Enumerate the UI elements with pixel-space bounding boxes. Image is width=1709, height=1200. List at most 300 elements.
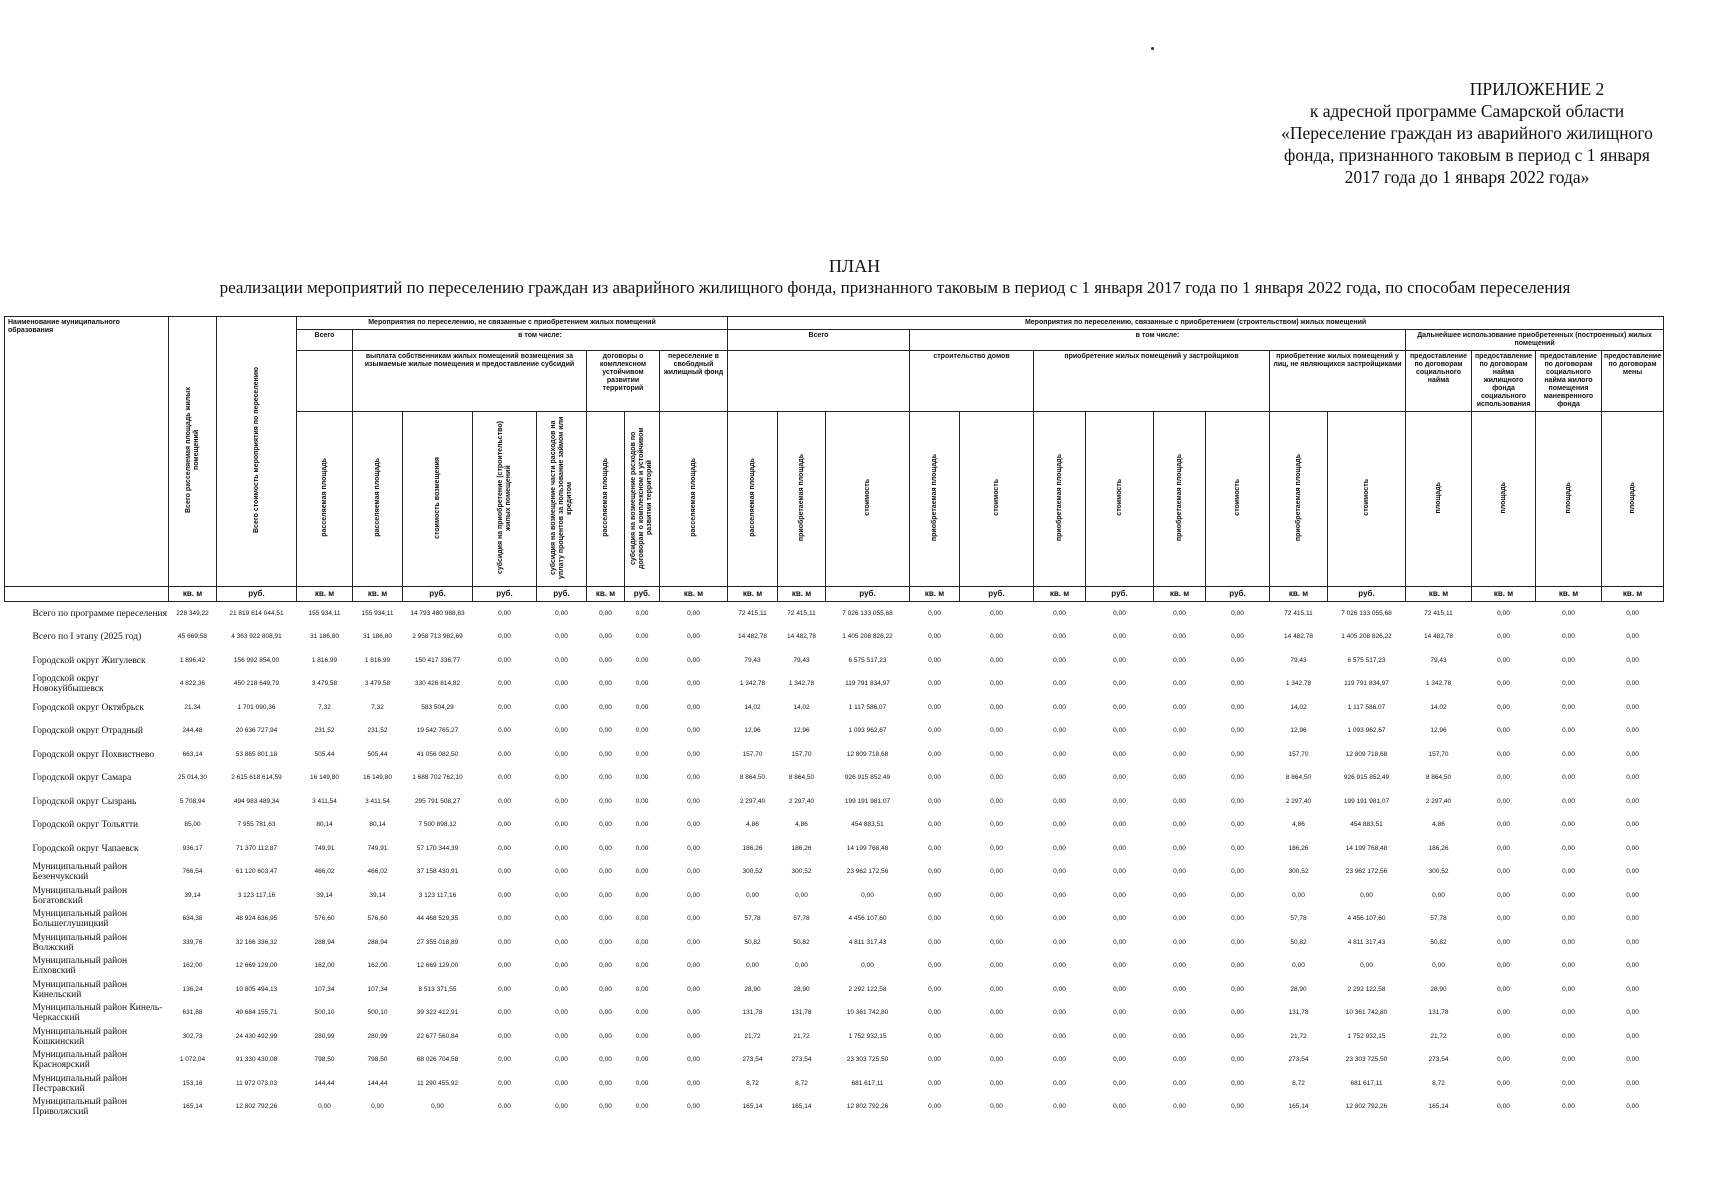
table-row <box>5 908 1664 932</box>
table-cell: 14,02 <box>1430 703 1447 711</box>
table-cell: 8,72 <box>1432 1079 1445 1087</box>
table-cell: 0,00 <box>1231 680 1244 688</box>
table-cell: 0,00 <box>555 1056 568 1064</box>
header-total-cost: Всего стоимость мероприятия по переселению <box>217 317 297 587</box>
table-cell: 0,00 <box>1053 891 1066 899</box>
table-cell: 20 636 727,94 <box>235 727 278 735</box>
unit-cell: кв. м <box>728 587 778 602</box>
table-cell: 39 322 412,91 <box>416 1009 459 1017</box>
table-cell: 72 415,11 <box>787 609 816 617</box>
table-cell: 0,00 <box>1113 703 1126 711</box>
table-cell: 0,00 <box>990 609 1003 617</box>
row-name: Городской округ Отрадный <box>32 726 144 737</box>
table-cell: 0,00 <box>687 633 700 641</box>
col-acquired-area: приобретаемая площадь <box>1154 412 1206 587</box>
table-cell: 131,78 <box>1428 1009 1449 1017</box>
table-cell: 576,60 <box>367 915 388 923</box>
table-cell: 0,00 <box>599 985 612 993</box>
table-cell: 0,00 <box>635 1056 649 1064</box>
table-cell: 0,00 <box>1231 703 1244 711</box>
table-cell: 0,00 <box>1231 1009 1244 1017</box>
table-cell: 157,70 <box>742 750 763 758</box>
appendix-block <box>1247 78 1687 188</box>
table-cell: 107,34 <box>314 985 335 993</box>
table-cell: 0,00 <box>635 633 649 641</box>
table-cell: 61 120 603,47 <box>235 868 278 876</box>
table-cell: 0,00 <box>1626 1079 1639 1087</box>
row-name: Городской округ Жигулевск <box>32 655 146 666</box>
unit-cell: кв. м <box>353 587 403 602</box>
table-cell: 165,14 <box>742 1103 763 1111</box>
header-spacer <box>297 351 353 412</box>
row-name: Городской округ Тольятти <box>32 820 139 831</box>
table-cell: 0,00 <box>1626 1056 1639 1064</box>
table-cell: 0,00 <box>318 1103 331 1111</box>
table-cell: 57,78 <box>1290 915 1307 923</box>
table-cell: 8 864,50 <box>1285 774 1312 782</box>
col-resettled-area: расселяемая площадь <box>353 412 403 587</box>
table-cell: 0,00 <box>498 609 511 617</box>
table-cell: 0,00 <box>990 797 1003 805</box>
table-cell: 157,70 <box>791 750 812 758</box>
table-cell: 0,00 <box>1626 891 1639 899</box>
table-cell: 0,00 <box>599 703 612 711</box>
header-developer: приобретение жилых помещений у застройщиков <box>1034 351 1270 412</box>
table-cell: 157,70 <box>1288 750 1309 758</box>
table-cell: 0,00 <box>928 609 941 617</box>
table-cell: 0,00 <box>635 891 649 899</box>
table-cell: 0,00 <box>990 703 1003 711</box>
table-cell: 0,00 <box>635 656 649 664</box>
table-cell: 12,96 <box>1290 727 1307 735</box>
table-cell: 0,00 <box>599 915 612 923</box>
table-cell: 0,00 <box>599 891 612 899</box>
table-cell: 0,00 <box>990 1009 1003 1017</box>
table-cell: 0,00 <box>1360 891 1373 899</box>
table-cell: 494 983 489,34 <box>233 797 280 805</box>
table-cell: 7,32 <box>371 703 384 711</box>
table-cell: 72 415,11 <box>738 609 767 617</box>
table-cell: 0,00 <box>1626 727 1639 735</box>
table-cell: 0,00 <box>1173 1079 1186 1087</box>
table-cell: 0,00 <box>1360 962 1373 970</box>
table-cell: 0,00 <box>498 962 511 970</box>
table-cell: 0,00 <box>1497 633 1510 641</box>
table-cell: 0,00 <box>1562 633 1575 641</box>
table-cell: 0,00 <box>1053 938 1066 946</box>
table-cell: 57,78 <box>744 915 761 923</box>
table-cell: 0,00 <box>928 915 941 923</box>
table-cell: 0,00 <box>1562 891 1575 899</box>
table-cell: 11 972 073,03 <box>235 1079 278 1087</box>
table-cell: 1 117 586,07 <box>848 703 887 711</box>
table-cell: 0,00 <box>555 609 568 617</box>
unit-cell: руб. <box>625 587 660 602</box>
table-cell: 23 962 172,56 <box>1345 868 1388 876</box>
table-cell: 0,00 <box>1562 985 1575 993</box>
table-cell: 50,82 <box>744 938 761 946</box>
table-cell: 0,00 <box>928 797 941 805</box>
table-cell: 0,00 <box>1173 1103 1186 1111</box>
table-cell: 0,00 <box>1173 703 1186 711</box>
table-cell: 0,00 <box>928 1056 941 1064</box>
unit-cell: кв. м <box>778 587 826 602</box>
table-cell: 14 482,78 <box>1284 633 1313 641</box>
table-cell: 244,48 <box>182 727 203 735</box>
table-cell: 186,26 <box>1428 844 1449 852</box>
table-cell: 12 809 718,68 <box>846 750 889 758</box>
table-cell: 0,00 <box>498 868 511 876</box>
table-cell: 0,00 <box>928 1103 941 1111</box>
table-cell: 162,00 <box>367 962 388 970</box>
plan-subtitle: реализации мероприятий по переселению граждан из аварийного жилищного фонда, признанного таковым в период с 1 января 2017 года по 1 января 2022 года, по способам переселения <box>219 278 1571 297</box>
units-spacer <box>5 587 169 602</box>
header-including-1: в том числе: <box>353 330 728 351</box>
table-cell: 0,00 <box>1053 727 1066 735</box>
table-cell: 14 199 768,48 <box>1345 844 1388 852</box>
table-cell: 2 958 713 982,69 <box>412 633 463 641</box>
table-cell: 231,52 <box>314 727 335 735</box>
table-cell: 0,00 <box>498 1103 511 1111</box>
table-cell: 72 415,11 <box>1424 609 1453 617</box>
table-cell: 0,00 <box>498 727 511 735</box>
table-cell: 500,10 <box>367 1009 388 1017</box>
table-cell: 156 992 854,00 <box>233 656 280 664</box>
table-cell: 0,00 <box>1562 844 1575 852</box>
table-cell: 0,00 <box>1562 1032 1575 1040</box>
table-cell: 0,00 <box>599 609 612 617</box>
table-cell: 4 811 317,43 <box>1347 938 1386 946</box>
col-cost: стоимость <box>1086 412 1154 587</box>
table-cell: 12,96 <box>1430 727 1447 735</box>
table-row <box>5 1072 1664 1096</box>
table-cell: 165,14 <box>182 1103 203 1111</box>
table-cell: 0,00 <box>1497 797 1510 805</box>
table-cell: 0,00 <box>1562 750 1575 758</box>
table-cell: 68 026 704,58 <box>416 1056 459 1064</box>
header-total-2: Всего <box>728 330 910 351</box>
table-cell: 300,52 <box>742 868 763 876</box>
table-cell: 8,72 <box>1292 1079 1305 1087</box>
table-cell: 0,00 <box>599 656 612 664</box>
table-cell: 0,00 <box>1626 750 1639 758</box>
table-cell: 0,00 <box>1173 844 1186 852</box>
table-cell: 0,00 <box>928 680 941 688</box>
table-cell: 0,00 <box>1113 1056 1126 1064</box>
row-name: Городской округ Сызрань <box>32 796 137 807</box>
table-row <box>5 1049 1664 1073</box>
table-cell: 0,00 <box>599 680 612 688</box>
table-cell: 23 303 725,50 <box>1345 1056 1388 1064</box>
table-cell: 14 482,78 <box>1424 633 1453 641</box>
table-row <box>5 790 1664 814</box>
table-cell: 0,00 <box>1053 774 1066 782</box>
table-cell: 0,00 <box>1497 1056 1510 1064</box>
table-cell: 57 170 344,39 <box>416 844 459 852</box>
table-cell: 1 072,04 <box>179 1056 206 1064</box>
table-cell: 0,00 <box>1113 680 1126 688</box>
table-cell: 0,00 <box>1562 1056 1575 1064</box>
table-cell: 0,00 <box>498 891 511 899</box>
table-cell: 0,00 <box>1626 962 1639 970</box>
row-name: Муниципальный район Кошкинский <box>32 1026 128 1047</box>
table-cell: 0,00 <box>1113 844 1126 852</box>
table-cell: 0,00 <box>599 1056 612 1064</box>
table-cell: 0,00 <box>1173 891 1186 899</box>
table-cell: 0,00 <box>1173 797 1186 805</box>
table-cell: 0,00 <box>1626 1032 1639 1040</box>
table-cell: 12 669 129,00 <box>416 962 459 970</box>
table-cell: 0,00 <box>555 797 568 805</box>
row-name: Муниципальный район Кинель-Черкасский <box>32 1003 163 1024</box>
table-cell: 576,60 <box>314 915 335 923</box>
table-cell: 0,00 <box>1626 868 1639 876</box>
table-cell: 0,00 <box>1113 774 1126 782</box>
table-cell: 1 093 962,67 <box>1347 727 1386 735</box>
table-cell: 0,00 <box>687 962 700 970</box>
table-cell: 10 361 742,80 <box>1345 1009 1388 1017</box>
table-cell: 0,00 <box>1053 985 1066 993</box>
table-cell: 0,00 <box>555 774 568 782</box>
unit-cell: руб. <box>1086 587 1154 602</box>
table-cell: 0,00 <box>498 750 511 758</box>
table-cell: 79,43 <box>744 656 761 664</box>
table-cell: 0,00 <box>1231 750 1244 758</box>
header-total-area: Всего расселяемая площадь жилых помещений <box>169 317 217 587</box>
table-cell: 199 191 981,07 <box>1343 797 1390 805</box>
table-cell: 0,00 <box>1173 656 1186 664</box>
table-cell: 32 166 336,32 <box>235 938 278 946</box>
table-cell: 0,00 <box>1113 656 1126 664</box>
table-cell: 0,00 <box>498 985 511 993</box>
table-cell: 500,10 <box>314 1009 335 1017</box>
table-cell: 49 684 155,71 <box>235 1009 278 1017</box>
table-cell: 798,50 <box>314 1056 335 1064</box>
plan-title: ПЛАН <box>828 256 881 276</box>
col-cost: стоимость <box>1206 412 1270 587</box>
table-cell: 0,00 <box>1113 727 1126 735</box>
table-cell: 0,00 <box>1173 1009 1186 1017</box>
table-cell: 0,00 <box>555 1032 568 1040</box>
table-cell: 44 468 529,35 <box>416 915 459 923</box>
table-cell: 1 816,99 <box>364 656 391 664</box>
row-name: Городской округ Чапаевск <box>32 843 139 854</box>
table-cell: 0,00 <box>635 609 649 617</box>
table-cell: 0,00 <box>1626 797 1639 805</box>
table-cell: 186,26 <box>1288 844 1309 852</box>
table-cell: 1 896,42 <box>179 656 206 664</box>
table-cell: 28,90 <box>1430 985 1447 993</box>
table-cell: 0,00 <box>990 868 1003 876</box>
table-cell: 0,00 <box>1173 774 1186 782</box>
table-cell: 0,00 <box>687 774 700 782</box>
row-name: Муниципальный район Волжский <box>32 932 128 953</box>
table-cell: 0,00 <box>599 868 612 876</box>
table-cell: 0,00 <box>990 1079 1003 1087</box>
table-cell: 681 617,11 <box>851 1079 884 1087</box>
row-name: Муниципальный район Красноярский <box>32 1050 128 1071</box>
table-cell: 107,34 <box>367 985 388 993</box>
header-exchange: предоставление по договорам мены <box>1602 351 1664 412</box>
table-cell: 4,86 <box>1432 821 1445 829</box>
table-cell: 0,00 <box>1497 891 1510 899</box>
table-cell: 80,14 <box>316 821 333 829</box>
table-cell: 2 297,40 <box>1425 797 1452 805</box>
table-cell: 8,72 <box>795 1079 808 1087</box>
table-cell: 339,76 <box>182 938 203 946</box>
unit-cell: руб. <box>537 587 587 602</box>
table-cell: 0,00 <box>1053 821 1066 829</box>
table-cell: 2 292 122,58 <box>848 985 887 993</box>
header-total-1: Всего <box>297 330 353 351</box>
table-cell: 14 482,78 <box>738 633 767 641</box>
table-cell: 0,00 <box>1113 609 1126 617</box>
table-cell: 1 117 586,07 <box>1347 703 1386 711</box>
table-cell: 0,00 <box>990 633 1003 641</box>
unit-cell: кв. м <box>1472 587 1536 602</box>
unit-cell: кв. м <box>1536 587 1602 602</box>
table-cell: 0,00 <box>1053 962 1066 970</box>
table-cell: 0,00 <box>1497 1032 1510 1040</box>
table-cell: 0,00 <box>1231 821 1244 829</box>
table-cell: 162,00 <box>182 962 203 970</box>
table-cell: 0,00 <box>746 891 759 899</box>
table-cell: 0,00 <box>928 703 941 711</box>
row-name: Муниципальный район Большеглушицкий <box>32 909 128 930</box>
table-cell: 2 615 618 614,59 <box>231 774 282 782</box>
table-cell: 0,00 <box>1432 891 1445 899</box>
table-cell: 0,00 <box>1231 938 1244 946</box>
unit-cell: руб. <box>217 587 297 602</box>
table-cell: 300,52 <box>791 868 812 876</box>
table-cell: 0,00 <box>1173 915 1186 923</box>
table-cell: 0,00 <box>1562 703 1575 711</box>
table-cell: 21,72 <box>793 1032 810 1040</box>
table-cell: 39,14 <box>184 891 201 899</box>
table-cell: 4,86 <box>1292 821 1305 829</box>
table-cell: 0,00 <box>1292 891 1305 899</box>
table-cell: 0,00 <box>928 962 941 970</box>
table-cell: 1 405 208 826,22 <box>1341 633 1392 641</box>
table-cell: 0,00 <box>599 774 612 782</box>
table-cell: 228 349,22 <box>176 609 209 617</box>
col-resettled-area: расселяемая площадь <box>587 412 625 587</box>
table-cell: 0,00 <box>635 1079 649 1087</box>
table-cell: 1 816,99 <box>311 656 338 664</box>
table-cell: 0,00 <box>498 633 511 641</box>
table-cell: 0,00 <box>635 1009 649 1017</box>
table-cell: 0,00 <box>599 1032 612 1040</box>
table-cell: 0,00 <box>1231 1032 1244 1040</box>
table-cell: 231,52 <box>367 727 388 735</box>
table-cell: 0,00 <box>1231 868 1244 876</box>
table-cell: 4 456 107,60 <box>848 915 887 923</box>
table-cell: 3 411,54 <box>312 797 337 805</box>
table-cell: 23 962 172,56 <box>846 868 889 876</box>
table-cell: 0,00 <box>1113 1009 1126 1017</box>
table-cell: 80,14 <box>369 821 386 829</box>
row-name: Муниципальный район Безенчукский <box>32 862 128 883</box>
table-cell: 0,00 <box>555 844 568 852</box>
table-cell: 0,00 <box>687 915 700 923</box>
table-cell: 273,54 <box>791 1056 812 1064</box>
table-cell: 0,00 <box>498 797 511 805</box>
table-cell: 0,00 <box>1562 797 1575 805</box>
table-cell: 0,00 <box>1231 727 1244 735</box>
header-nondeveloper: приобретение жилых помещений у лиц, не являющихся застройщиками <box>1270 351 1406 412</box>
table-cell: 5 708,94 <box>179 797 206 805</box>
table-cell: 0,00 <box>599 727 612 735</box>
table-cell: 0,00 <box>1053 1079 1066 1087</box>
table-row <box>5 743 1664 767</box>
table-cell: 0,00 <box>1231 1079 1244 1087</box>
units-row <box>5 587 1664 602</box>
table-cell: 0,00 <box>687 1032 700 1040</box>
table-cell: 0,00 <box>990 938 1003 946</box>
table-cell: 0,00 <box>795 962 808 970</box>
table-cell: 0,00 <box>1231 1056 1244 1064</box>
table-cell: 1 752 932,15 <box>1347 1032 1386 1040</box>
table-cell: 273,54 <box>1428 1056 1449 1064</box>
table-cell: 1 688 702 762,10 <box>412 774 463 782</box>
table-cell: 144,44 <box>367 1079 388 1087</box>
unit-cell: кв. м <box>1602 587 1664 602</box>
table-cell: 2 297,40 <box>739 797 766 805</box>
table-cell: 0,00 <box>1113 750 1126 758</box>
table-cell: 0,00 <box>928 844 941 852</box>
table-cell: 79,43 <box>793 656 810 664</box>
header-commercial: предоставление по договорам социального найма жилого помещения маневренного фонда <box>1536 351 1602 412</box>
table-cell: 0,00 <box>635 985 649 993</box>
table-cell: 0,00 <box>928 985 941 993</box>
table-cell: 0,00 <box>1231 844 1244 852</box>
table-cell: 0,00 <box>928 633 941 641</box>
table-cell: 0,00 <box>1231 962 1244 970</box>
table-cell: 0,00 <box>1562 868 1575 876</box>
table-cell: 466,02 <box>314 868 335 876</box>
table-cell: 7 026 133 055,68 <box>1341 609 1392 617</box>
table-cell: 8 864,50 <box>1425 774 1452 782</box>
col-cost: стоимость <box>1328 412 1406 587</box>
row-name: Муниципальный район Приволжский <box>32 1097 128 1118</box>
col-resettled-area: расселяемая площадь <box>660 412 728 587</box>
col-subsidy-development: субсидия на возмещение расходов по договорам о комплексном и устойчивом развитии территорий <box>625 412 660 587</box>
table-cell: 14,02 <box>793 703 810 711</box>
table-cell: 0,00 <box>1626 1103 1639 1111</box>
col-acquired-area: приобретаемая площадь <box>910 412 960 587</box>
table-cell: 119 791 834,97 <box>845 680 890 688</box>
table-cell: 749,91 <box>314 844 335 852</box>
table-cell: 0,00 <box>928 1079 941 1087</box>
table-cell: 0,00 <box>1053 915 1066 923</box>
table-cell: 0,00 <box>1292 962 1305 970</box>
table-cell: 2 297,40 <box>788 797 815 805</box>
table-cell: 0,00 <box>555 1103 568 1111</box>
table-cell: 25 014,30 <box>178 774 207 782</box>
table-cell: 0,00 <box>1562 1009 1575 1017</box>
table-cell: 21,72 <box>1430 1032 1447 1040</box>
unit-cell: кв. м <box>297 587 353 602</box>
table-cell: 766,54 <box>182 868 203 876</box>
table-cell: 24 430 492,99 <box>235 1032 278 1040</box>
table-row <box>5 767 1664 791</box>
table-cell: 8,72 <box>746 1079 759 1087</box>
table-cell: 0,00 <box>1626 915 1639 923</box>
table-cell: 0,00 <box>1053 656 1066 664</box>
table-cell: 4 811 317,43 <box>848 938 887 946</box>
table-cell: 0,00 <box>599 750 612 758</box>
table-cell: 0,00 <box>1053 1009 1066 1017</box>
